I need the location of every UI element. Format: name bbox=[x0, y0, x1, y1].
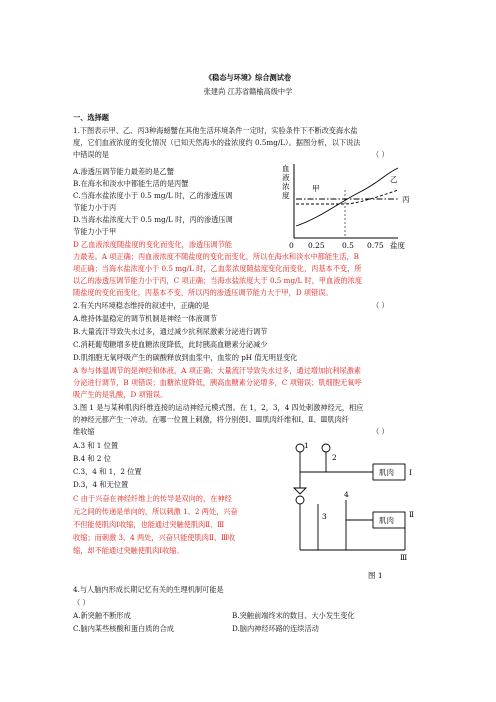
salinity-graph bbox=[280, 160, 420, 252]
q2-answer-paren: （ ） bbox=[372, 301, 389, 310]
q4-option-b: B.突触前端终末的数目、大小发生变化 bbox=[232, 611, 355, 620]
neuron-cell-body-1 bbox=[296, 444, 304, 452]
figure-label-1: 1 bbox=[304, 441, 309, 450]
graph-x-label: 盐度 bbox=[390, 241, 405, 250]
graph-ylabel-char-1: 血 bbox=[282, 164, 290, 173]
graph-x-tick-0: 0 bbox=[289, 241, 294, 250]
q1-explanation-line3: 项正确；当海水盐浓度小于 0.5 mg/L 时，乙血浆浓度随盐度变化而变化，丙基本不变，所 bbox=[73, 264, 362, 273]
q1-option-c-line2: 节能力小于丙 bbox=[73, 203, 117, 212]
q2-explanation-line1: A 参与体温调节的是神经和体液，A 项正确；大量流汗导致失水过多，通过增加抗利尿激素 bbox=[73, 366, 362, 375]
q2-stem: 2.有关内环境稳态维持的叙述中，正确的是 bbox=[73, 301, 210, 310]
q1-option-d-line1: D.当海水盐浓度大于 0.5 mg/L 时，丙的渗透压调 bbox=[73, 215, 233, 224]
graph-label-yi: 乙 bbox=[390, 175, 398, 184]
q4-option-c: C.脑内某些核酸和蛋白质的合成 bbox=[73, 624, 174, 633]
graph-x-tick-075: 0.75 bbox=[367, 241, 384, 250]
muscle-label-2: 肌肉 bbox=[379, 516, 394, 525]
q2-option-a: A.维持体温稳定的调节机制是神经一体液调节 bbox=[73, 314, 218, 323]
q2-option-d: D.肌细胞无氧呼吸产生的碳酸释放到血浆中，血浆的 pH 值无明显变化 bbox=[73, 353, 298, 362]
figure-label-2: 2 bbox=[332, 453, 337, 462]
q1-option-a: A.渗透压调节能力最差的是乙蟹 bbox=[73, 167, 174, 176]
figure-caption: 图 1 bbox=[368, 571, 383, 580]
q4-answer-paren: （ ） bbox=[73, 598, 90, 607]
q3-explanation-line5: 缩，却不能通过突触使肌肉Ⅰ收缩。 bbox=[73, 546, 184, 555]
curve-yi bbox=[296, 168, 398, 226]
neuron-cell-body-2 bbox=[322, 444, 330, 452]
q4-option-d: D.脑内神经环路的连续活动 bbox=[232, 624, 319, 633]
q3-option-a: A.3 和 1 位置 bbox=[73, 441, 119, 450]
q3-explanation-line2: 元之间的传递是单向的，所以刺激 1、2 两处，兴奋 bbox=[73, 507, 238, 516]
q3-stem-line3: 维收缩 bbox=[73, 427, 95, 436]
q3-explanation-line4: 收缩；而刺激 3、4 两处，兴奋只能使肌肉Ⅱ、Ⅲ收 bbox=[73, 533, 236, 542]
q2-option-b: B.大量流汗导致失水过多，通过减少抗利尿激素分泌进行调节 bbox=[73, 327, 268, 336]
graph-ylabel-char-3: 浓 bbox=[282, 182, 290, 191]
synapse-terminal bbox=[294, 488, 306, 494]
q1-option-b: B.在海水和淡水中都能生活的是丙蟹 bbox=[73, 179, 189, 188]
q2-explanation-line3: 吸产生的是乳酸，D 项错误。 bbox=[73, 390, 168, 399]
q3-stem-line2: 的神经元都产生一冲动。在哪一位置上刺激，将分别使Ⅰ、Ⅲ肌肉纤维和Ⅰ、Ⅱ、Ⅲ肌肉纤 bbox=[73, 415, 349, 424]
q3-stem-line1: 3.图 1 是与某种肌肉纤维连接的运动神经元模式图。在 1，2，3，4 四处刺激神经元，相应 bbox=[73, 403, 364, 412]
q1-answer-paren: （ ） bbox=[372, 150, 389, 159]
q4-option-a: A.新突触不断形成 bbox=[73, 611, 131, 620]
q1-explanation-line1: D 乙血液浓度随盐度的变化而变化，渗透压调节能 bbox=[73, 240, 232, 249]
muscle-label-1: 肌肉 bbox=[379, 468, 394, 477]
muscle-roman-2: Ⅱ bbox=[409, 510, 415, 519]
q3-answer-paren: （ ） bbox=[372, 427, 389, 436]
q1-explanation-line4: 以乙的渗透压调节能力小于丙，C 项正确；当海水盐浓度大于 0.5 mg/L 时，甲血液的浓度 bbox=[73, 276, 363, 285]
q3-option-b: B.4 和 2 位 bbox=[73, 454, 111, 463]
q1-stem-line1: 1.下图表示甲、乙、丙3种海螃蟹在其他生活环境条件一定时，实验条件下不断改变海水盐 bbox=[73, 126, 358, 135]
q3-explanation-line3: 不但能使肌肉Ⅰ收缩，也能通过突触使肌肉Ⅱ、Ⅲ bbox=[73, 520, 225, 529]
graph-label-jia: 甲 bbox=[312, 184, 320, 193]
document-author: 张建尚 江苏省赣榆高级中学 bbox=[203, 87, 293, 96]
document-title: 《稳态与环境》综合测试卷 bbox=[204, 73, 292, 82]
q1-explanation-line5: 随盐度的变化而变化，丙基本不变，所以丙的渗透压调节能力大于甲，D 项错误。 bbox=[73, 288, 333, 297]
muscle-roman-1: Ⅰ bbox=[409, 468, 412, 477]
q2-explanation-line2: 分泌进行调节，B 项错误；血糖浓度降低，胰高血糖素分泌增多，C 项错误；肌细胞无氧呼 bbox=[73, 378, 362, 387]
neuron-figure bbox=[278, 432, 428, 584]
q1-stem-line2: 度，它们血液浓度的变化情况（已知天然海水的盐浓度约 0.5mg/L）。据图分析，以下说法 bbox=[73, 138, 361, 147]
q3-explanation-line1: C 由于兴奋在神经纤维上的传导是双向的，在神经 bbox=[73, 494, 232, 503]
muscle-roman-3: Ⅲ bbox=[400, 553, 408, 562]
graph-ylabel-char-4: 度 bbox=[282, 191, 290, 200]
graph-x-tick-05: 0.5 bbox=[342, 241, 354, 250]
q1-option-c-line1: C.当海水盐浓度小于 0.5 mg/L 时，乙的渗透压调 bbox=[73, 191, 233, 200]
figure-label-4: 4 bbox=[344, 490, 349, 499]
q1-explanation-line2: 力最差。A 项正确；丙血液浓度不随盐度的变化而变化，所以在海水和淡水中都能生活，B bbox=[73, 252, 359, 261]
q4-stem: 4.与人脑内形成长期记忆有关的生理机制可能是 bbox=[73, 585, 224, 594]
q2-option-c: C.消耗葡萄糖增多使血糖浓度降低，此时胰高血糖素分泌减少 bbox=[73, 340, 268, 349]
neuron-cell-body-3 bbox=[296, 496, 304, 504]
q3-option-d: D.3，4 和无位置 bbox=[73, 480, 129, 489]
q1-option-d-line2: 节能力小于甲 bbox=[73, 227, 117, 236]
q1-stem-line3: 中错误的是 bbox=[73, 150, 109, 159]
graph-ylabel-char-2: 液 bbox=[282, 173, 290, 182]
q3-option-c: C.3，4 和 1，2 位置 bbox=[73, 467, 142, 476]
section-heading: 一、选择题 bbox=[73, 113, 109, 122]
figure-label-3: 3 bbox=[322, 512, 327, 521]
graph-label-bing: 丙 bbox=[402, 195, 410, 204]
graph-x-tick-025: 0.25 bbox=[308, 241, 325, 250]
